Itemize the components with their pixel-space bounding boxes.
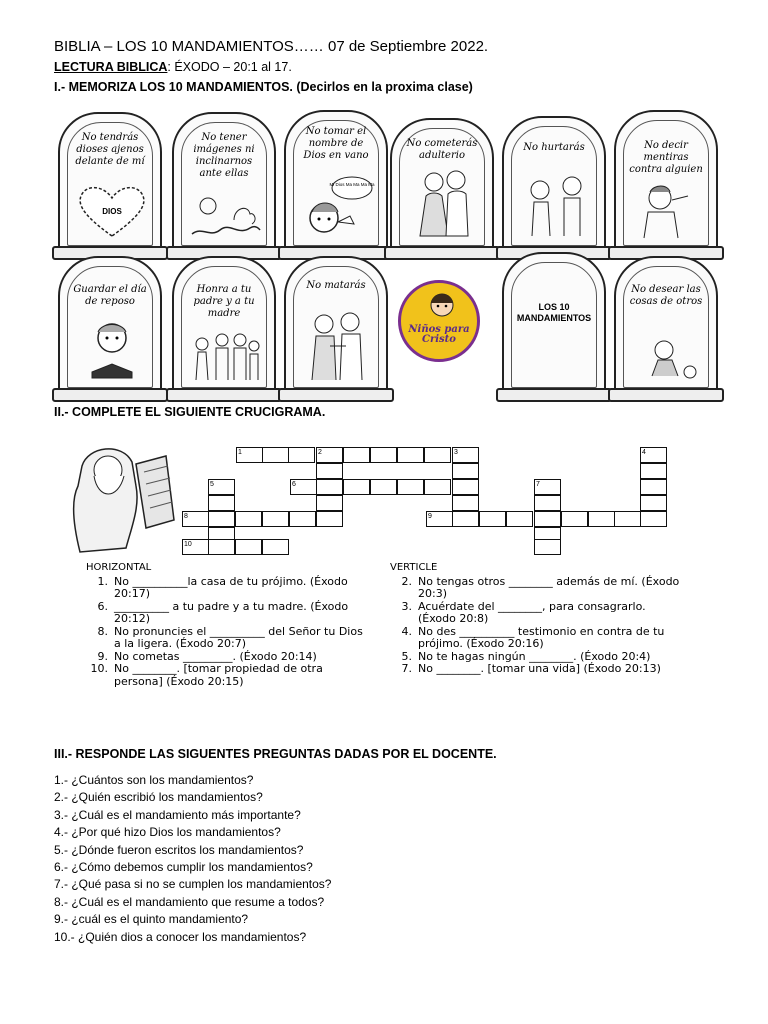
crossword-cell[interactable] — [316, 495, 343, 511]
question-item: 3.- ¿Cuál es el mandamiento más importante? — [54, 807, 301, 822]
clue-item: 2. No tengas otros ________ además de mí. (Éxodo 20:3) — [401, 574, 680, 600]
crossword-cell[interactable] — [262, 539, 289, 555]
reading-label: LECTURA BIBLICA — [54, 60, 168, 74]
crossword-cell[interactable]: 2 — [316, 447, 343, 463]
crossword-cell[interactable] — [208, 511, 235, 527]
clue-item: 3. Acuérdate del ________, para consagrarlo. (Éxodo 20:8) — [401, 599, 646, 625]
crossword-cell[interactable] — [397, 479, 424, 495]
crossword-cell[interactable] — [561, 511, 588, 527]
crossword-cell[interactable] — [316, 511, 343, 527]
clue-item: 6. __________ a tu padre y a tu madre. (Éxodo 20:12) — [97, 599, 349, 625]
crossword-cell[interactable] — [479, 511, 506, 527]
vertical-clues — [390, 562, 680, 676]
crossword-cell[interactable] — [235, 511, 262, 527]
horizontal-clues — [86, 562, 368, 688]
question-item: 2.- ¿Quién escribió los mandamientos? — [54, 790, 263, 805]
crossword-cell[interactable] — [640, 479, 667, 495]
crossword-cell[interactable]: 4 — [640, 447, 667, 463]
crossword-cell[interactable] — [534, 495, 561, 511]
crossword-cell[interactable] — [235, 539, 262, 555]
crossword-cell[interactable] — [588, 511, 615, 527]
tablet-text: No hurtarás — [523, 142, 585, 153]
section-1-heading: I.- MEMORIZA LOS 10 MANDAMIENTOS. (Decirlos en la proxima clase) — [54, 80, 473, 94]
crossword-cell[interactable] — [343, 479, 370, 495]
logo-line-2: Cristo — [422, 334, 456, 345]
clue-item: 5. No te hagas ningún ________. (Éxodo 20:4) — [401, 649, 651, 663]
tablet-text: LOS 10 MANDAMIENTOS — [516, 302, 592, 323]
crossword-cell[interactable] — [370, 479, 397, 495]
crossword-cell[interactable] — [289, 511, 316, 527]
crossword-cell[interactable] — [208, 539, 235, 555]
crossword-cell[interactable]: 7 — [534, 479, 561, 495]
crossword-cell[interactable] — [452, 495, 479, 511]
reading-value: : ÉXODO – 20:1 al 17. — [167, 60, 292, 74]
crossword-cell[interactable] — [534, 511, 561, 527]
crossword-cell[interactable]: 1 — [236, 447, 263, 463]
page-title: BIBLIA – LOS 10 MANDAMIENTOS…… 07 de Septiembre 2022. — [54, 38, 489, 55]
tablet-text: No cometerás adulterio — [406, 138, 478, 161]
tablet-text: Honra a tu padre y a tu madre — [193, 284, 255, 319]
vertical-heading: VERTICLE — [390, 562, 438, 573]
section-3-heading: III.- RESPONDE LAS SIGUENTES PREGUNTAS DADAS POR EL DOCENTE. — [54, 747, 497, 761]
clue-item: 1. No __________la casa de tu prójimo. (Éxodo 20:17) — [97, 574, 348, 600]
tablet-text: No desear las cosas de otros — [629, 284, 703, 307]
crossword-cell[interactable] — [452, 479, 479, 495]
crossword-cell[interactable] — [452, 511, 479, 527]
tablet-text: No matarás — [306, 280, 366, 291]
crossword-cell[interactable] — [262, 447, 289, 463]
question-item: 1.- ¿Cuántos son los mandamientos? — [54, 773, 254, 787]
clue-item: 4. No des __________ testimonio en contra de tu prójimo. (Éxodo 20:16) — [401, 624, 665, 650]
tablet-text: No tendrás dioses ajenos delante de mí — [75, 132, 145, 167]
question-item: 9.- ¿cuál es el quinto mandamiento? — [54, 912, 249, 927]
clue-item: 8. No pronuncies el __________ del Señor tu Dios a la ligera. (Éxodo 20:7) — [97, 624, 363, 650]
crossword-cell[interactable] — [506, 511, 533, 527]
tablet-text: No tomar el nombre de Dios en vano — [303, 126, 369, 161]
question-item: 8.- ¿Cuál es el mandamiento que resume a todos? — [54, 894, 325, 909]
crossword-cell[interactable]: 3 — [452, 447, 479, 463]
tablet-text: No tener imágenes ni inclinarnos ante ellas — [193, 132, 255, 179]
tablet-text: Guardar el día de reposo — [73, 284, 147, 307]
crossword-cell[interactable] — [262, 511, 289, 527]
crossword-cell[interactable] — [640, 511, 667, 527]
logo-line-1: Niños para — [408, 324, 470, 335]
heart-badge-text: DIOS — [102, 207, 122, 216]
crossword-cell[interactable] — [288, 447, 315, 463]
question-item: 6.- ¿Cómo debemos cumplir los mandamientos? — [54, 860, 313, 875]
question-item: 4.- ¿Por qué hizo Dios los mandamientos? — [54, 825, 281, 840]
crossword-cell[interactable]: 8 — [182, 511, 209, 527]
crossword-cell[interactable] — [614, 511, 641, 527]
crossword-cell[interactable]: 5 — [208, 479, 235, 495]
crossword-cell[interactable] — [534, 539, 561, 555]
question-item: 10.- ¿Quién dios a conocer los mandamientos? — [54, 929, 307, 944]
section-2-heading: II.- COMPLETE EL SIGUIENTE CRUCIGRAMA. — [54, 405, 326, 419]
tablet-text: No decir mentiras contra alguien — [629, 140, 703, 175]
clue-item: 9. No cometas _________. (Éxodo 20:14) — [97, 649, 317, 663]
crossword-cell[interactable] — [343, 447, 370, 463]
crossword-cell[interactable] — [316, 479, 343, 495]
crossword-cell[interactable] — [370, 447, 397, 463]
crossword-cell[interactable]: 6 — [290, 479, 317, 495]
speech-bubble-text: Mi Dios Ma Ma Ma Ma — [329, 182, 375, 187]
crossword-cell[interactable] — [316, 463, 343, 479]
crossword-cell[interactable]: 10 — [182, 539, 209, 555]
crossword-cell[interactable] — [397, 447, 424, 463]
horizontal-heading: HORIZONTAL — [86, 562, 152, 573]
clue-item: 10. No ________. [tomar propiedad de otra persona] (Éxodo 20:15) — [90, 662, 323, 688]
question-item: 7.- ¿Qué pasa si no se cumplen los mandamientos? — [54, 877, 332, 892]
crossword-cell[interactable] — [452, 463, 479, 479]
crossword-cell[interactable]: 9 — [426, 511, 453, 527]
crossword-cell[interactable] — [208, 495, 235, 511]
question-item: 5.- ¿Dónde fueron escritos los mandamientos? — [54, 842, 304, 857]
clue-item: 7. No ________. [tomar una vida] (Éxodo 20:13) — [401, 662, 661, 675]
crossword-cell[interactable] — [424, 447, 451, 463]
crossword-cell[interactable] — [640, 463, 667, 479]
crossword-cell[interactable] — [640, 495, 667, 511]
crossword-cell[interactable] — [424, 479, 451, 495]
question-list — [54, 772, 331, 946]
